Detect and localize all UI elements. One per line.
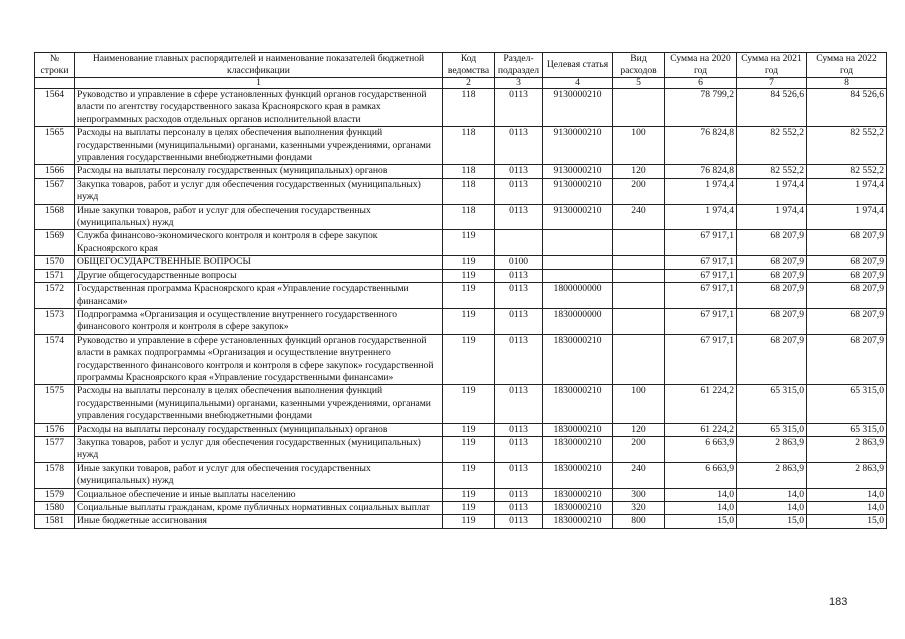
table-row [35, 488, 887, 501]
indicator-name-cell: Расходы на выплаты персоналу государственных (муниципальных) органов [75, 165, 443, 178]
target-item-cell [543, 230, 613, 256]
sum-2020-cell: 78 799,2 [665, 89, 737, 127]
sum-2022-cell: 1 974,4 [807, 178, 887, 204]
expense-type-cell: 120 [613, 165, 665, 178]
target-item-cell: 1830000210 [543, 488, 613, 501]
section-cell: 0113 [495, 89, 543, 127]
department-code-cell: 118 [443, 127, 495, 165]
section-cell: 0113 [495, 178, 543, 204]
row-number-cell: 1575 [35, 385, 75, 423]
sum-2021-cell: 68 207,9 [737, 230, 807, 256]
table-row [35, 283, 887, 309]
target-item-cell [543, 256, 613, 269]
sum-2021-cell: 84 526,6 [737, 89, 807, 127]
target-item-cell: 1830000210 [543, 462, 613, 488]
target-item-cell: 1830000210 [543, 423, 613, 436]
sum-2020-cell: 67 917,1 [665, 230, 737, 256]
department-code-cell: 118 [443, 89, 495, 127]
expense-type-cell [613, 269, 665, 282]
department-code-cell: 119 [443, 230, 495, 256]
target-item-cell: 9130000210 [543, 127, 613, 165]
department-code-cell: 119 [443, 269, 495, 282]
sum-2020-cell: 61 224,2 [665, 423, 737, 436]
section-cell: 0113 [495, 204, 543, 230]
sum-2021-cell: 82 552,2 [737, 127, 807, 165]
row-number-cell: 1580 [35, 502, 75, 515]
target-item-cell: 1830000000 [543, 308, 613, 334]
table-row [35, 165, 887, 178]
section-cell: 0113 [495, 283, 543, 309]
department-code-cell: 119 [443, 488, 495, 501]
sum-2021-cell: 68 207,9 [737, 283, 807, 309]
expense-type-cell: 240 [613, 462, 665, 488]
sum-2021-cell: 14,0 [737, 502, 807, 515]
table-row [35, 502, 887, 515]
header-sum-2021: Сумма на 2021 год [737, 53, 807, 78]
table-row [35, 89, 887, 127]
row-number-cell: 1571 [35, 269, 75, 282]
section-cell: 0100 [495, 256, 543, 269]
column-number: 5 [613, 78, 665, 89]
indicator-name-cell: Другие общегосударственные вопросы [75, 269, 443, 282]
expense-type-cell: 200 [613, 436, 665, 462]
section-cell: 0113 [495, 385, 543, 423]
department-code-cell: 119 [443, 385, 495, 423]
table-body [35, 89, 887, 529]
table-row [35, 127, 887, 165]
table-row [35, 515, 887, 528]
row-number-cell: 1565 [35, 127, 75, 165]
indicator-name-cell: Служба финансово-экономического контроля и контроля в сфере закупок Красноярского края [75, 230, 443, 256]
department-code-cell: 119 [443, 436, 495, 462]
row-number-cell: 1578 [35, 462, 75, 488]
target-item-cell: 1830000210 [543, 385, 613, 423]
expense-type-cell [613, 308, 665, 334]
table-row [35, 308, 887, 334]
sum-2022-cell: 2 863,9 [807, 462, 887, 488]
header-department-code: Код ведомства [443, 53, 495, 78]
sum-2022-cell: 14,0 [807, 502, 887, 515]
header-row-number: № строки [35, 53, 75, 78]
header-expense-type: Вид расходов [613, 53, 665, 78]
column-number: 4 [543, 78, 613, 89]
department-code-cell: 119 [443, 308, 495, 334]
sum-2021-cell: 2 863,9 [737, 462, 807, 488]
sum-2021-cell: 1 974,4 [737, 204, 807, 230]
sum-2020-cell: 67 917,1 [665, 308, 737, 334]
sum-2020-cell: 61 224,2 [665, 385, 737, 423]
row-number-cell: 1573 [35, 308, 75, 334]
target-item-cell: 1830000210 [543, 515, 613, 528]
section-cell: 0113 [495, 308, 543, 334]
sum-2020-cell: 67 917,1 [665, 283, 737, 309]
indicator-name-cell: Подпрограмма «Организация и осуществление внутреннего государственного финансового контроля и контроля в сфере закупок» [75, 308, 443, 334]
sum-2022-cell: 68 207,9 [807, 283, 887, 309]
department-code-cell: 119 [443, 462, 495, 488]
sum-2022-cell: 82 552,2 [807, 165, 887, 178]
department-code-cell: 118 [443, 178, 495, 204]
expense-type-cell [613, 89, 665, 127]
sum-2022-cell: 68 207,9 [807, 269, 887, 282]
sum-2022-cell: 2 863,9 [807, 436, 887, 462]
sum-2022-cell: 68 207,9 [807, 334, 887, 385]
column-number-row [35, 78, 887, 89]
section-cell: 0113 [495, 334, 543, 385]
target-item-cell: 9130000210 [543, 89, 613, 127]
row-number-cell: 1574 [35, 334, 75, 385]
target-item-cell: 1830000210 [543, 436, 613, 462]
column-number: 6 [665, 78, 737, 89]
column-number: 7 [737, 78, 807, 89]
sum-2020-cell: 14,0 [665, 502, 737, 515]
department-code-cell: 119 [443, 283, 495, 309]
sum-2022-cell: 14,0 [807, 488, 887, 501]
sum-2020-cell: 6 663,9 [665, 436, 737, 462]
section-cell: 0113 [495, 462, 543, 488]
sum-2021-cell: 68 207,9 [737, 269, 807, 282]
sum-2020-cell: 14,0 [665, 488, 737, 501]
target-item-cell: 1830000210 [543, 502, 613, 515]
department-code-cell: 119 [443, 502, 495, 515]
indicator-name-cell: Иные бюджетные ассигнования [75, 515, 443, 528]
sum-2020-cell: 67 917,1 [665, 334, 737, 385]
table-row [35, 436, 887, 462]
sum-2020-cell: 1 974,4 [665, 178, 737, 204]
sum-2022-cell: 84 526,6 [807, 89, 887, 127]
header-section: Раздел-подраздел [495, 53, 543, 78]
sum-2020-cell: 6 663,9 [665, 462, 737, 488]
target-item-cell: 9130000210 [543, 178, 613, 204]
row-number-cell: 1569 [35, 230, 75, 256]
sum-2022-cell: 68 207,9 [807, 256, 887, 269]
expense-type-cell: 200 [613, 178, 665, 204]
table-row [35, 204, 887, 230]
expense-type-cell: 120 [613, 423, 665, 436]
expense-type-cell: 320 [613, 502, 665, 515]
table-row [35, 462, 887, 488]
target-item-cell: 9130000210 [543, 165, 613, 178]
sum-2022-cell: 68 207,9 [807, 308, 887, 334]
header-name: Наименование главных распорядителей и наименование показателей бюджетной классификации [75, 53, 443, 78]
header-sum-2022: Сумма на 2022 год [807, 53, 887, 78]
table-row [35, 423, 887, 436]
sum-2021-cell: 68 207,9 [737, 308, 807, 334]
indicator-name-cell: Социальные выплаты гражданам, кроме публичных нормативных социальных выплат [75, 502, 443, 515]
sum-2022-cell: 1 974,4 [807, 204, 887, 230]
department-code-cell: 119 [443, 515, 495, 528]
sum-2022-cell: 65 315,0 [807, 385, 887, 423]
department-code-cell: 118 [443, 165, 495, 178]
sum-2022-cell: 15,0 [807, 515, 887, 528]
sum-2021-cell: 2 863,9 [737, 436, 807, 462]
target-item-cell: 1830000210 [543, 334, 613, 385]
expense-type-cell [613, 256, 665, 269]
section-cell: 0113 [495, 488, 543, 501]
section-cell: 0113 [495, 165, 543, 178]
target-item-cell: 9130000210 [543, 204, 613, 230]
section-cell: 0113 [495, 127, 543, 165]
expense-type-cell [613, 283, 665, 309]
target-item-cell [543, 269, 613, 282]
sum-2022-cell: 65 315,0 [807, 423, 887, 436]
expense-type-cell [613, 334, 665, 385]
sum-2020-cell: 76 824,8 [665, 165, 737, 178]
department-code-cell: 119 [443, 423, 495, 436]
row-number-cell: 1566 [35, 165, 75, 178]
indicator-name-cell: Государственная программа Красноярского края «Управление государственными финансами» [75, 283, 443, 309]
sum-2020-cell: 76 824,8 [665, 127, 737, 165]
column-number: 8 [807, 78, 887, 89]
sum-2021-cell: 1 974,4 [737, 178, 807, 204]
indicator-name-cell: Иные закупки товаров, работ и услуг для обеспечения государственных (муниципальных) нужд [75, 204, 443, 230]
header-sum-2020: Сумма на 2020 год [665, 53, 737, 78]
sum-2021-cell: 65 315,0 [737, 423, 807, 436]
sum-2021-cell: 15,0 [737, 515, 807, 528]
row-number-cell: 1564 [35, 89, 75, 127]
section-cell [495, 230, 543, 256]
section-cell: 0113 [495, 269, 543, 282]
indicator-name-cell: Закупка товаров, работ и услуг для обеспечения государственных (муниципальных) нужд [75, 436, 443, 462]
row-number-cell: 1579 [35, 488, 75, 501]
sum-2020-cell: 15,0 [665, 515, 737, 528]
column-number [35, 78, 75, 89]
target-item-cell: 1800000000 [543, 283, 613, 309]
sum-2021-cell: 14,0 [737, 488, 807, 501]
header-row [35, 53, 887, 78]
column-number: 3 [495, 78, 543, 89]
department-code-cell: 119 [443, 334, 495, 385]
expense-type-cell: 800 [613, 515, 665, 528]
department-code-cell: 118 [443, 204, 495, 230]
expense-type-cell: 240 [613, 204, 665, 230]
row-number-cell: 1570 [35, 256, 75, 269]
expense-type-cell: 100 [613, 385, 665, 423]
indicator-name-cell: Расходы на выплаты персоналу в целях обеспечения выполнения функций государственными (муниципальными) органами, казенными учреждениями, органами управления государственными внебюджетными фондами [75, 127, 443, 165]
department-code-cell: 119 [443, 256, 495, 269]
expense-type-cell: 300 [613, 488, 665, 501]
section-cell: 0113 [495, 423, 543, 436]
row-number-cell: 1576 [35, 423, 75, 436]
indicator-name-cell: Иные закупки товаров, работ и услуг для обеспечения государственных (муниципальных) нужд [75, 462, 443, 488]
page-number: 183 [829, 596, 848, 608]
sum-2020-cell: 1 974,4 [665, 204, 737, 230]
expense-type-cell [613, 230, 665, 256]
indicator-name-cell: ОБЩЕГОСУДАРСТВЕННЫЕ ВОПРОСЫ [75, 256, 443, 269]
header-target-item: Целевая статья [543, 53, 613, 78]
row-number-cell: 1567 [35, 178, 75, 204]
sum-2022-cell: 68 207,9 [807, 230, 887, 256]
indicator-name-cell: Руководство и управление в сфере установленных функций органов государственной власти по агентству государственного заказа Красноярского края в рамках непрограммных расходов отдельных органов исполнительной власти [75, 89, 443, 127]
indicator-name-cell: Закупка товаров, работ и услуг для обеспечения государственных (муниципальных) нужд [75, 178, 443, 204]
expense-type-cell: 100 [613, 127, 665, 165]
table-row [35, 334, 887, 385]
row-number-cell: 1572 [35, 283, 75, 309]
section-cell: 0113 [495, 502, 543, 515]
indicator-name-cell: Руководство и управление в сфере установленных функций органов государственной власти в рамках подпрограммы «Организация и осуществление внутреннего государственного финансового контроля и контроля в сфере закупок» государственной программы Красноярского края «Управление государственными финансами» [75, 334, 443, 385]
budget-table [34, 52, 887, 529]
column-number: 2 [443, 78, 495, 89]
sum-2020-cell: 67 917,1 [665, 256, 737, 269]
column-number: 1 [75, 78, 443, 89]
sum-2021-cell: 68 207,9 [737, 334, 807, 385]
row-number-cell: 1577 [35, 436, 75, 462]
sum-2020-cell: 67 917,1 [665, 269, 737, 282]
indicator-name-cell: Социальное обеспечение и иные выплаты населению [75, 488, 443, 501]
sum-2021-cell: 82 552,2 [737, 165, 807, 178]
row-number-cell: 1581 [35, 515, 75, 528]
table-row [35, 230, 887, 256]
table-row [35, 178, 887, 204]
sum-2021-cell: 68 207,9 [737, 256, 807, 269]
sum-2022-cell: 82 552,2 [807, 127, 887, 165]
indicator-name-cell: Расходы на выплаты персоналу в целях обеспечения выполнения функций государственными (муниципальными) органами, казенными учреждениями, органами управления государственными внебюджетными фондами [75, 385, 443, 423]
section-cell: 0113 [495, 436, 543, 462]
table-row [35, 269, 887, 282]
indicator-name-cell: Расходы на выплаты персоналу государственных (муниципальных) органов [75, 423, 443, 436]
sum-2021-cell: 65 315,0 [737, 385, 807, 423]
table-row [35, 256, 887, 269]
row-number-cell: 1568 [35, 204, 75, 230]
table-row [35, 385, 887, 423]
section-cell: 0113 [495, 515, 543, 528]
